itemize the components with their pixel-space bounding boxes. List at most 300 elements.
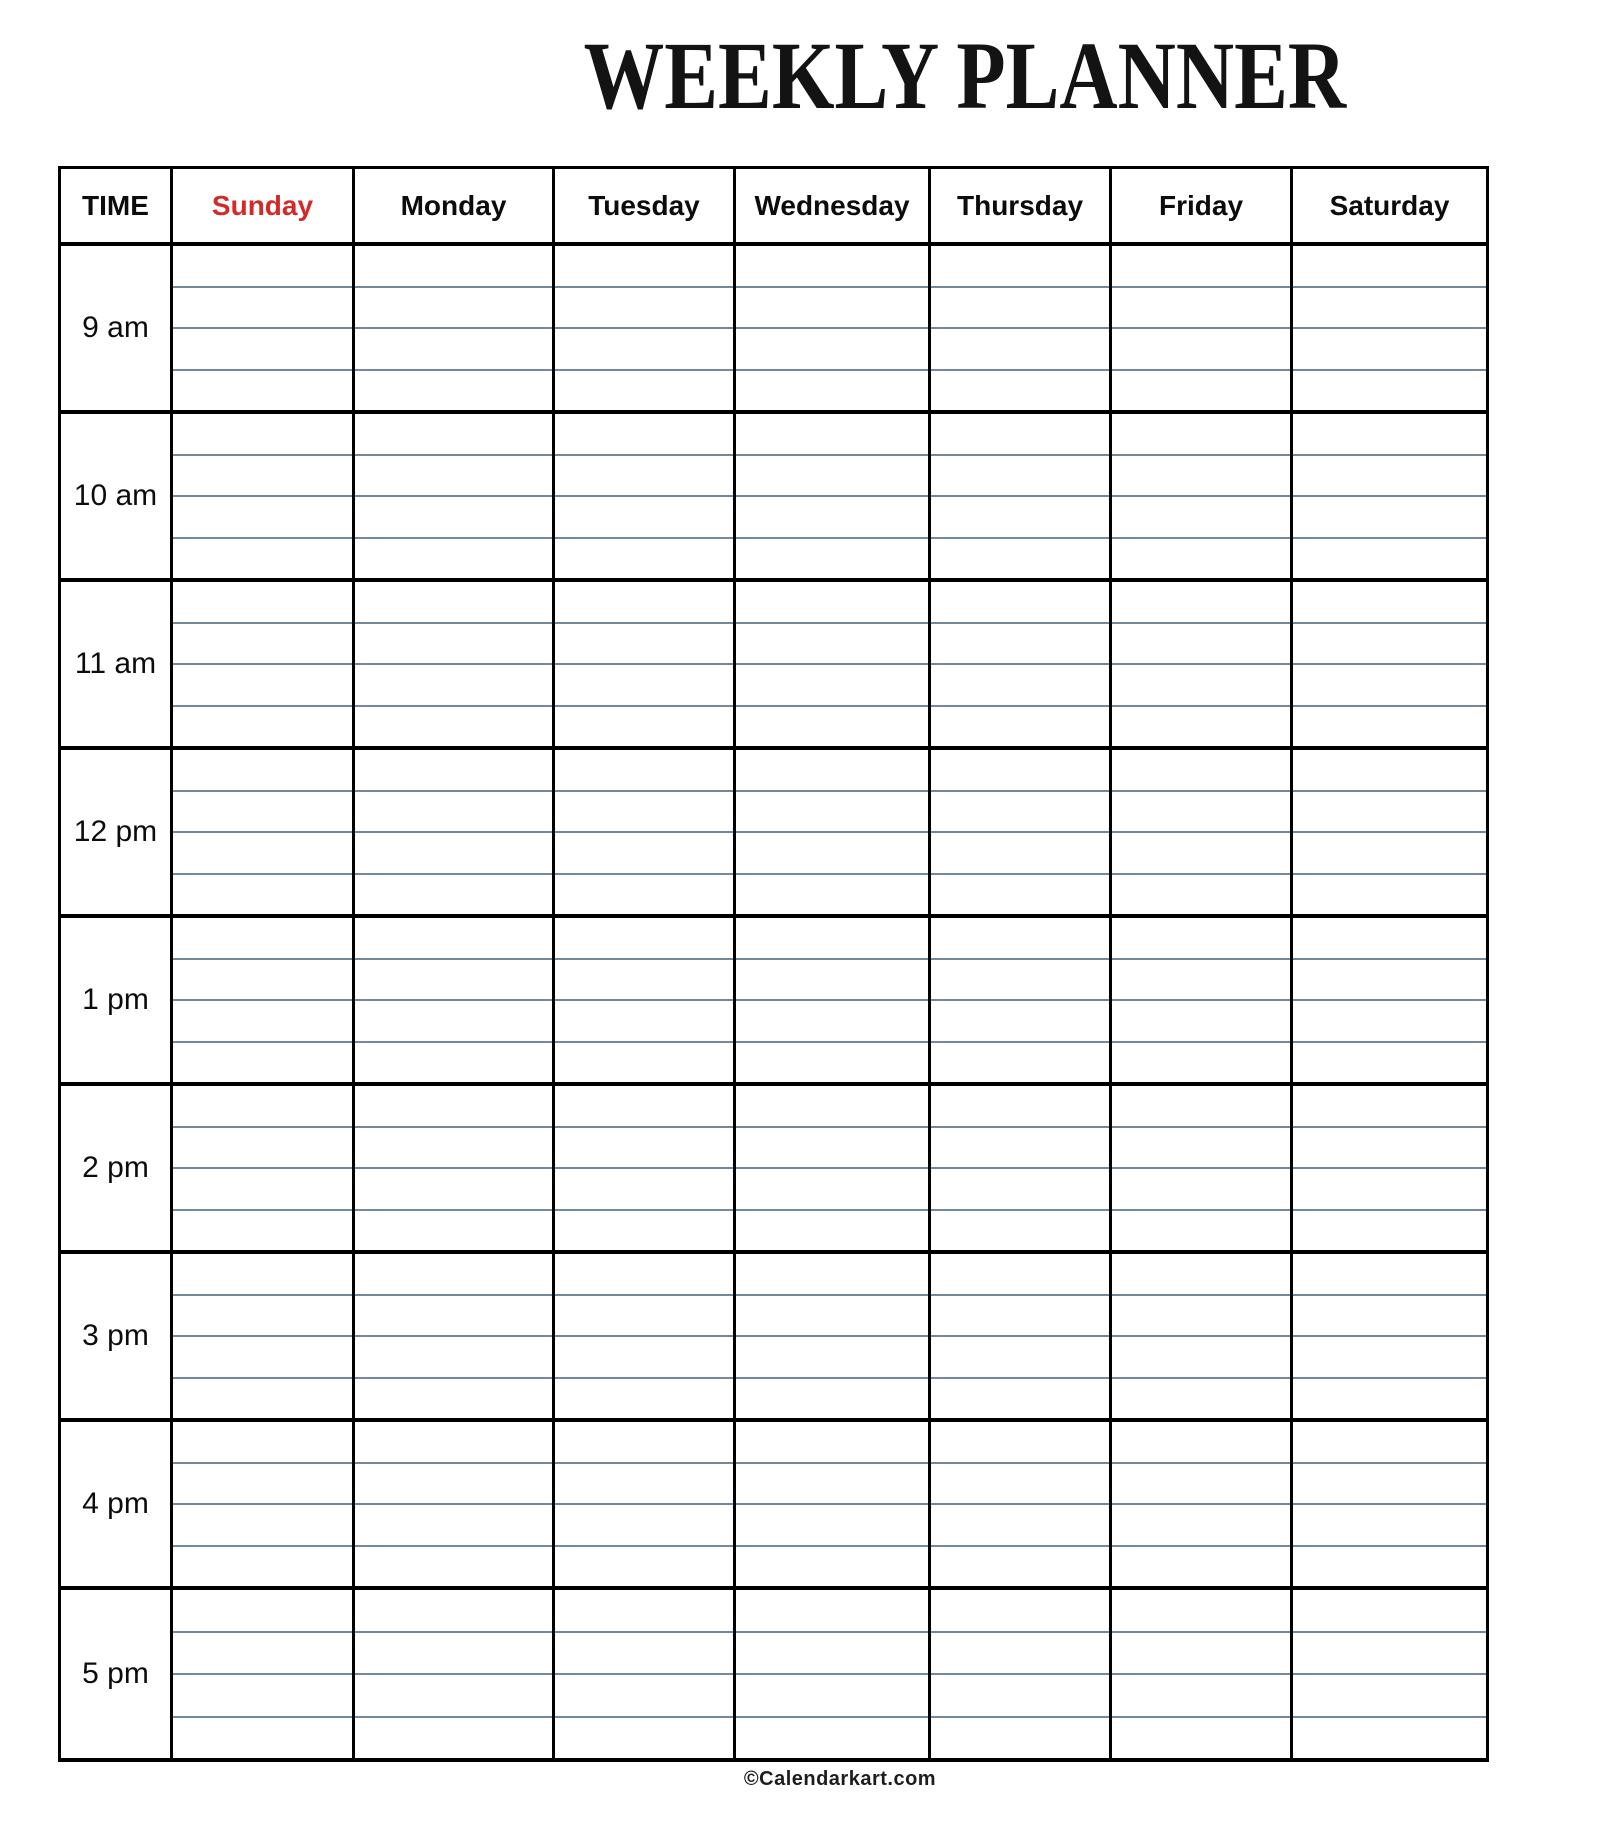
time-label-3pm: [61, 1254, 173, 1422]
planner-cell-tuesday-4pm[interactable]: [555, 1422, 736, 1590]
planner-cell-friday-4pm[interactable]: [1112, 1422, 1293, 1590]
planner-cell-monday-9am[interactable]: [355, 246, 555, 414]
ruled-writing-line: [1293, 1590, 1486, 1633]
planner-cell-thursday-9am[interactable]: [931, 246, 1112, 414]
ruled-writing-line: [173, 1086, 352, 1128]
planner-cell-saturday-11am[interactable]: [1293, 582, 1486, 750]
ruled-writing-line: [355, 1422, 552, 1464]
ruled-writing-line: [931, 1633, 1109, 1676]
time-label-12pm: [61, 750, 173, 918]
planner-cell-saturday-2pm[interactable]: [1293, 1086, 1486, 1254]
ruled-writing-line: [355, 497, 552, 539]
column-header-saturday: Saturday: [1293, 169, 1486, 246]
ruled-writing-line: [555, 1001, 733, 1043]
ruled-writing-line: [173, 246, 352, 288]
column-header-time: TIME: [61, 169, 173, 246]
ruled-writing-line: [1293, 1337, 1486, 1379]
ruled-writing-line: [931, 960, 1109, 1002]
planner-cell-wednesday-5pm[interactable]: [736, 1590, 931, 1758]
ruled-writing-line: [1112, 1086, 1290, 1128]
ruled-writing-line: [173, 1422, 352, 1464]
ruled-writing-line: [736, 1547, 928, 1587]
time-label-text: 4 pm: [82, 1487, 149, 1520]
ruled-writing-line: [1293, 1379, 1486, 1419]
ruled-writing-line: [931, 1043, 1109, 1083]
ruled-writing-line: [1112, 1379, 1290, 1419]
planner-cell-thursday-3pm[interactable]: [931, 1254, 1112, 1422]
ruled-writing-line: [736, 918, 928, 960]
planner-cell-friday-3pm[interactable]: [1112, 1254, 1293, 1422]
column-header-sunday: Sunday: [173, 169, 355, 246]
ruled-writing-line: [1112, 792, 1290, 834]
time-label-10am: [61, 414, 173, 582]
time-label-text: 10 am: [73, 479, 158, 512]
planner-cell-friday-10am[interactable]: [1112, 414, 1293, 582]
planner-cell-wednesday-2pm[interactable]: [736, 1086, 931, 1254]
column-header-tuesday: Tuesday: [555, 169, 736, 246]
planner-cell-tuesday-2pm[interactable]: [555, 1086, 736, 1254]
ruled-writing-line: [931, 1379, 1109, 1419]
planner-cell-tuesday-11am[interactable]: [555, 582, 736, 750]
ruled-writing-line: [1293, 1422, 1486, 1464]
planner-cell-friday-2pm[interactable]: [1112, 1086, 1293, 1254]
planner-cell-friday-1pm[interactable]: [1112, 918, 1293, 1086]
ruled-writing-line: [1293, 707, 1486, 747]
planner-cell-thursday-5pm[interactable]: [931, 1590, 1112, 1758]
ruled-writing-line: [931, 792, 1109, 834]
ruled-writing-line: [931, 624, 1109, 666]
ruled-writing-line: [173, 329, 352, 371]
ruled-writing-line: [355, 792, 552, 834]
ruled-writing-line: [931, 875, 1109, 915]
ruled-writing-line: [355, 539, 552, 579]
ruled-writing-line: [555, 1505, 733, 1547]
ruled-writing-line: [931, 414, 1109, 456]
ruled-writing-line: [555, 1633, 733, 1676]
ruled-writing-line: [555, 456, 733, 498]
ruled-writing-line: [736, 1169, 928, 1211]
ruled-writing-line: [1112, 875, 1290, 915]
ruled-writing-line: [931, 918, 1109, 960]
ruled-writing-line: [931, 288, 1109, 330]
planner-cell-wednesday-11am[interactable]: [736, 582, 931, 750]
ruled-writing-line: [173, 1296, 352, 1338]
planner-cell-sunday-12pm[interactable]: [173, 750, 355, 918]
ruled-writing-line: [1112, 1718, 1290, 1759]
ruled-writing-line: [555, 707, 733, 747]
ruled-writing-line: [736, 833, 928, 875]
ruled-writing-line: [355, 665, 552, 707]
ruled-writing-line: [555, 1337, 733, 1379]
planner-cell-saturday-1pm[interactable]: [1293, 918, 1486, 1086]
ruled-writing-line: [736, 1043, 928, 1083]
ruled-writing-line: [1112, 582, 1290, 624]
ruled-writing-line: [355, 1633, 552, 1676]
time-label-text: 3 pm: [82, 1319, 149, 1352]
ruled-writing-line: [555, 371, 733, 411]
ruled-writing-line: [555, 960, 733, 1002]
ruled-writing-line: [1293, 792, 1486, 834]
ruled-writing-line: [355, 414, 552, 456]
ruled-writing-line: [1112, 1043, 1290, 1083]
planner-cell-friday-11am[interactable]: [1112, 582, 1293, 750]
ruled-writing-line: [173, 1379, 352, 1419]
planner-cell-thursday-10am[interactable]: [931, 414, 1112, 582]
ruled-writing-line: [931, 1337, 1109, 1379]
ruled-writing-line: [736, 414, 928, 456]
planner-cell-friday-5pm[interactable]: [1112, 1590, 1293, 1758]
ruled-writing-line: [736, 750, 928, 792]
time-label-text: 12 pm: [73, 815, 158, 848]
ruled-writing-line: [1293, 665, 1486, 707]
ruled-writing-line: [1293, 1633, 1486, 1676]
ruled-writing-line: [355, 875, 552, 915]
column-header-friday: Friday: [1112, 169, 1293, 246]
ruled-writing-line: [931, 1590, 1109, 1633]
ruled-writing-line: [1112, 497, 1290, 539]
ruled-writing-line: [931, 1422, 1109, 1464]
ruled-writing-line: [355, 918, 552, 960]
ruled-writing-line: [355, 1254, 552, 1296]
planner-cell-saturday-5pm[interactable]: [1293, 1590, 1486, 1758]
ruled-writing-line: [355, 960, 552, 1002]
ruled-writing-line: [355, 624, 552, 666]
ruled-writing-line: [555, 792, 733, 834]
ruled-writing-line: [931, 1547, 1109, 1587]
ruled-writing-line: [931, 1128, 1109, 1170]
ruled-writing-line: [355, 1718, 552, 1759]
planner-cell-wednesday-1pm[interactable]: [736, 918, 931, 1086]
ruled-writing-line: [555, 1128, 733, 1170]
ruled-writing-line: [555, 833, 733, 875]
planner-cell-sunday-11am[interactable]: [173, 582, 355, 750]
ruled-writing-line: [1112, 750, 1290, 792]
ruled-writing-line: [1293, 1169, 1486, 1211]
planner-cell-tuesday-3pm[interactable]: [555, 1254, 736, 1422]
ruled-writing-line: [736, 875, 928, 915]
ruled-writing-line: [931, 246, 1109, 288]
ruled-writing-line: [555, 1086, 733, 1128]
planner-cell-thursday-2pm[interactable]: [931, 1086, 1112, 1254]
planner-cell-saturday-9am[interactable]: [1293, 246, 1486, 414]
ruled-writing-line: [173, 1547, 352, 1587]
planner-cell-sunday-10am[interactable]: [173, 414, 355, 582]
ruled-writing-line: [173, 1505, 352, 1547]
ruled-writing-line: [1112, 707, 1290, 747]
planner-cell-friday-12pm[interactable]: [1112, 750, 1293, 918]
ruled-writing-line: [173, 414, 352, 456]
ruled-writing-line: [1293, 1211, 1486, 1251]
column-header-monday: Monday: [355, 169, 555, 246]
column-header-thursday: Thursday: [931, 169, 1112, 246]
time-label-9am: [61, 246, 173, 414]
time-label-2pm: [61, 1086, 173, 1254]
planner-cell-sunday-9am[interactable]: [173, 246, 355, 414]
ruled-writing-line: [1112, 246, 1290, 288]
ruled-writing-line: [1112, 1590, 1290, 1633]
ruled-writing-line: [555, 1464, 733, 1506]
time-label-text: 11 am: [74, 647, 157, 680]
ruled-writing-line: [173, 833, 352, 875]
ruled-writing-line: [1112, 456, 1290, 498]
ruled-writing-line: [931, 1675, 1109, 1718]
planner-cell-thursday-4pm[interactable]: [931, 1422, 1112, 1590]
ruled-writing-line: [931, 539, 1109, 579]
ruled-writing-line: [736, 792, 928, 834]
ruled-writing-line: [1112, 414, 1290, 456]
page-title-text: WEEKLY PLANNER: [583, 22, 1347, 129]
time-label-5pm: [61, 1590, 173, 1758]
ruled-writing-line: [355, 1086, 552, 1128]
ruled-writing-line: [355, 288, 552, 330]
ruled-writing-line: [173, 1001, 352, 1043]
ruled-writing-line: [173, 539, 352, 579]
ruled-writing-line: [555, 1254, 733, 1296]
ruled-writing-line: [555, 1718, 733, 1759]
ruled-writing-line: [555, 582, 733, 624]
ruled-writing-line: [931, 1169, 1109, 1211]
ruled-writing-line: [173, 1590, 352, 1633]
ruled-writing-line: [1293, 497, 1486, 539]
ruled-writing-line: [555, 1675, 733, 1718]
ruled-writing-line: [736, 1464, 928, 1506]
planner-cell-monday-5pm[interactable]: [355, 1590, 555, 1758]
ruled-writing-line: [1293, 1547, 1486, 1587]
ruled-writing-line: [173, 792, 352, 834]
ruled-writing-line: [555, 1296, 733, 1338]
ruled-writing-line: [931, 582, 1109, 624]
planner-cell-thursday-1pm[interactable]: [931, 918, 1112, 1086]
ruled-writing-line: [736, 624, 928, 666]
ruled-writing-line: [1112, 665, 1290, 707]
ruled-writing-line: [173, 1337, 352, 1379]
ruled-writing-line: [736, 1254, 928, 1296]
planner-cell-sunday-4pm[interactable]: [173, 1422, 355, 1590]
time-label-text: 1 pm: [82, 983, 149, 1016]
ruled-writing-line: [173, 288, 352, 330]
ruled-writing-line: [1112, 1675, 1290, 1718]
ruled-writing-line: [355, 707, 552, 747]
ruled-writing-line: [555, 1169, 733, 1211]
ruled-writing-line: [555, 1547, 733, 1587]
ruled-writing-line: [1112, 329, 1290, 371]
ruled-writing-line: [555, 1043, 733, 1083]
ruled-writing-line: [1293, 1001, 1486, 1043]
planner-cell-wednesday-4pm[interactable]: [736, 1422, 931, 1590]
ruled-writing-line: [931, 1211, 1109, 1251]
ruled-writing-line: [736, 665, 928, 707]
ruled-writing-line: [1293, 1254, 1486, 1296]
ruled-writing-line: [355, 1169, 552, 1211]
ruled-writing-line: [1112, 1337, 1290, 1379]
planner-cell-sunday-5pm[interactable]: [173, 1590, 355, 1758]
ruled-writing-line: [355, 1590, 552, 1633]
planner-cell-tuesday-9am[interactable]: [555, 246, 736, 414]
ruled-writing-line: [1112, 371, 1290, 411]
planner-cell-saturday-12pm[interactable]: [1293, 750, 1486, 918]
ruled-writing-line: [555, 1422, 733, 1464]
ruled-writing-line: [355, 329, 552, 371]
planner-cell-monday-4pm[interactable]: [355, 1422, 555, 1590]
ruled-writing-line: [736, 1422, 928, 1464]
planner-cell-wednesday-10am[interactable]: [736, 414, 931, 582]
ruled-writing-line: [1293, 246, 1486, 288]
ruled-writing-line: [173, 750, 352, 792]
ruled-writing-line: [355, 1128, 552, 1170]
ruled-writing-line: [173, 875, 352, 915]
ruled-writing-line: [355, 371, 552, 411]
ruled-writing-line: [555, 1379, 733, 1419]
ruled-writing-line: [736, 582, 928, 624]
planner-cell-monday-10am[interactable]: [355, 414, 555, 582]
ruled-writing-line: [1112, 1422, 1290, 1464]
ruled-writing-line: [555, 246, 733, 288]
planner-cell-tuesday-5pm[interactable]: [555, 1590, 736, 1758]
footer-credit: ©Calendarkart.com: [743, 1768, 937, 1790]
planner-cell-saturday-3pm[interactable]: [1293, 1254, 1486, 1422]
column-header-wednesday: Wednesday: [736, 169, 931, 246]
ruled-writing-line: [355, 456, 552, 498]
planner-cell-friday-9am[interactable]: [1112, 246, 1293, 414]
ruled-writing-line: [1112, 1633, 1290, 1676]
ruled-writing-line: [1112, 1505, 1290, 1547]
ruled-writing-line: [1293, 1296, 1486, 1338]
ruled-writing-line: [555, 1590, 733, 1633]
ruled-writing-line: [355, 1043, 552, 1083]
ruled-writing-line: [1112, 1254, 1290, 1296]
ruled-writing-line: [736, 1505, 928, 1547]
ruled-writing-line: [555, 918, 733, 960]
ruled-writing-line: [736, 707, 928, 747]
ruled-writing-line: [355, 1001, 552, 1043]
ruled-writing-line: [1112, 1128, 1290, 1170]
planner-cell-monday-11am[interactable]: [355, 582, 555, 750]
ruled-writing-line: [1112, 624, 1290, 666]
ruled-writing-line: [931, 329, 1109, 371]
planner-cell-monday-3pm[interactable]: [355, 1254, 555, 1422]
ruled-writing-line: [355, 1464, 552, 1506]
ruled-writing-line: [1293, 414, 1486, 456]
planner-cell-monday-12pm[interactable]: [355, 750, 555, 918]
ruled-writing-line: [1293, 918, 1486, 960]
time-label-1pm: [61, 918, 173, 1086]
planner-cell-sunday-3pm[interactable]: [173, 1254, 355, 1422]
ruled-writing-line: [1293, 1086, 1486, 1128]
ruled-writing-line: [1293, 1718, 1486, 1759]
ruled-writing-line: [173, 665, 352, 707]
ruled-writing-line: [1293, 456, 1486, 498]
ruled-writing-line: [173, 1169, 352, 1211]
planner-cell-tuesday-12pm[interactable]: [555, 750, 736, 918]
ruled-writing-line: [736, 1633, 928, 1676]
ruled-writing-line: [173, 918, 352, 960]
ruled-writing-line: [173, 1675, 352, 1718]
time-label-text: 9 am: [82, 311, 149, 344]
planner-cell-saturday-10am[interactable]: [1293, 414, 1486, 582]
ruled-writing-line: [1293, 1043, 1486, 1083]
ruled-writing-line: [173, 582, 352, 624]
ruled-writing-line: [173, 707, 352, 747]
ruled-writing-line: [173, 1211, 352, 1251]
planner-cell-tuesday-10am[interactable]: [555, 414, 736, 582]
time-label-11am: [61, 582, 173, 750]
ruled-writing-line: [736, 497, 928, 539]
ruled-writing-line: [355, 582, 552, 624]
planner-cell-thursday-11am[interactable]: [931, 582, 1112, 750]
time-label-4pm: [61, 1422, 173, 1590]
ruled-writing-line: [355, 1296, 552, 1338]
ruled-writing-line: [555, 414, 733, 456]
ruled-writing-line: [931, 665, 1109, 707]
planner-cell-sunday-1pm[interactable]: [173, 918, 355, 1086]
ruled-writing-line: [1112, 1547, 1290, 1587]
ruled-writing-line: [931, 1296, 1109, 1338]
ruled-writing-line: [1293, 1505, 1486, 1547]
planner-cell-saturday-4pm[interactable]: [1293, 1422, 1486, 1590]
ruled-writing-line: [173, 497, 352, 539]
planner-cell-wednesday-12pm[interactable]: [736, 750, 931, 918]
ruled-writing-line: [1293, 624, 1486, 666]
ruled-writing-line: [555, 329, 733, 371]
ruled-writing-line: [555, 1211, 733, 1251]
ruled-writing-line: [1112, 960, 1290, 1002]
ruled-writing-line: [736, 288, 928, 330]
ruled-writing-line: [173, 1464, 352, 1506]
ruled-writing-line: [1293, 582, 1486, 624]
ruled-writing-line: [355, 1211, 552, 1251]
ruled-writing-line: [736, 1718, 928, 1759]
planner-cell-wednesday-3pm[interactable]: [736, 1254, 931, 1422]
ruled-writing-line: [931, 1505, 1109, 1547]
ruled-writing-line: [736, 371, 928, 411]
ruled-writing-line: [1293, 288, 1486, 330]
planner-cell-thursday-12pm[interactable]: [931, 750, 1112, 918]
ruled-writing-line: [1112, 288, 1290, 330]
ruled-writing-line: [355, 1337, 552, 1379]
weekly-planner-grid: [58, 166, 1489, 1762]
ruled-writing-line: [555, 665, 733, 707]
ruled-writing-line: [1112, 1464, 1290, 1506]
planner-cell-monday-2pm[interactable]: [355, 1086, 555, 1254]
ruled-writing-line: [1112, 1211, 1290, 1251]
ruled-writing-line: [1112, 1001, 1290, 1043]
ruled-writing-line: [736, 1001, 928, 1043]
planner-cell-tuesday-1pm[interactable]: [555, 918, 736, 1086]
ruled-writing-line: [1112, 833, 1290, 875]
ruled-writing-line: [555, 875, 733, 915]
ruled-writing-line: [173, 1633, 352, 1676]
ruled-writing-line: [736, 1337, 928, 1379]
ruled-writing-line: [173, 371, 352, 411]
planner-cell-sunday-2pm[interactable]: [173, 1086, 355, 1254]
ruled-writing-line: [555, 750, 733, 792]
ruled-writing-line: [931, 1718, 1109, 1759]
planner-cell-monday-1pm[interactable]: [355, 918, 555, 1086]
ruled-writing-line: [736, 1296, 928, 1338]
ruled-writing-line: [173, 456, 352, 498]
ruled-writing-line: [355, 246, 552, 288]
ruled-writing-line: [931, 497, 1109, 539]
ruled-writing-line: [736, 1211, 928, 1251]
ruled-writing-line: [173, 1043, 352, 1083]
ruled-writing-line: [931, 1086, 1109, 1128]
planner-cell-wednesday-9am[interactable]: [736, 246, 931, 414]
ruled-writing-line: [736, 246, 928, 288]
ruled-writing-line: [555, 497, 733, 539]
ruled-writing-line: [736, 1590, 928, 1633]
ruled-writing-line: [173, 624, 352, 666]
ruled-writing-line: [355, 833, 552, 875]
